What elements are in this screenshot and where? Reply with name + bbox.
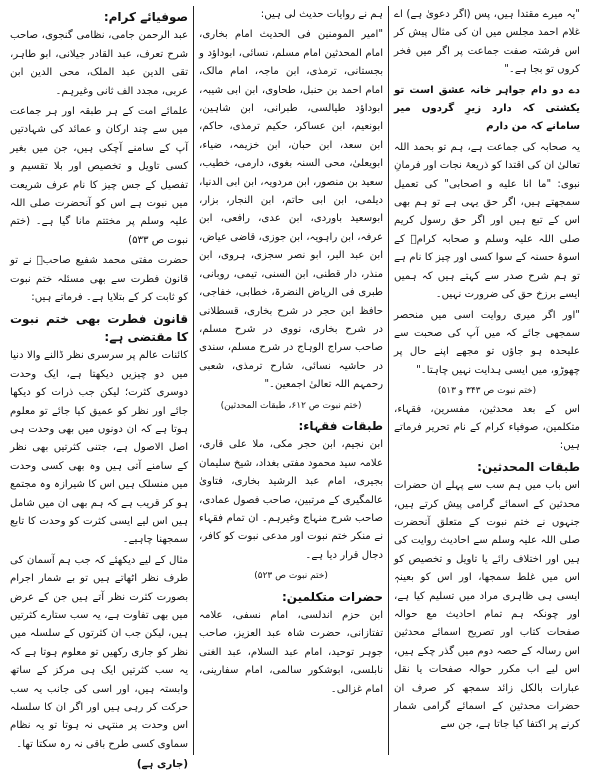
paragraph: علمائے امت کے ہر طبقہ اور ہر جماعت میں سے چند ارکان و عمائد کی شہادتیں آپ کے سامنے آچکی ہیں، جن میں بغیر کسی تاویل و تخصیص اور بلا تقسیم و تفصیل کے جس چیز کا نام عرف شریعت میں نبوت ہے اس کو آنحضرت صلی اللہ علیہ وسلم پر مختتم مانا گیا ہے۔ (ختم نبوت ص ۵۳۳) (10, 106, 189, 246)
column-divider (388, 6, 389, 755)
paragraph: عبد الرحمن جامی، نظامی گنجوی، صاحب شرح تعرف، عبد القادر جیلانی، ابو طاہر، تقی الدین عبد الملک، محی الدین ابن عربی، مجدد الف ثانی وغیرہم۔ (10, 30, 189, 97)
right-column (390, 6, 584, 755)
paragraph: "یہ میرے مقتدا ہیں، پس (اگر دعویٰ ہے) اے غلام احمد مجلس میں ان کی مثال پیش کر اس فرشتہ صفت جماعت پر اگر میں فخر کروں تو بجا ہے۔" (394, 9, 580, 76)
heading-law-of-nature: قانون فطرت بھی ختم نبوت کا مقتضی ہے: (10, 311, 189, 344)
verse: دے دو دام جواہر خانہ عشق است تو یکشتی کہ دارد زیرِ گردوں میر سامانے کہ من دارم (394, 84, 580, 133)
paragraph: حضرت مفتی محمد شفیع صاحبؒ نے تو قانون فطرت سے بھی مسئلہ ختم نبوت کو ثابت کر کے بتلایا ہے۔ فرماتے ہیں: (10, 255, 189, 304)
paragraph: ابن حزم اندلسی، امام نسفی، علامہ تفتازانی، حضرت شاہ عبد العزیز، صاحب جوہر توحید، امام عبد السلام، عبد الغنی نابلسی، ابوشکور سالمی، امام سفارینی، امام غزالی۔ (199, 610, 384, 695)
reference: (ختم نبوت ص ۶۱۲، طبقات المحدثین) (220, 400, 362, 411)
heading-jurists: طبقات فقہاء: (298, 418, 384, 433)
paragraph: "اور اگر میری روایت اسی میں منحصر سمجھی جائے کہ میں آپ کی صحبت سے علیحدہ ہو جاؤں تو مجھے اپنے حال پر چھوڑو، میں ایسی ہدایت نہیں چاہتا۔" (394, 309, 580, 376)
heading-theologians: حضرات متکلمین: (282, 589, 384, 604)
heading-sufis: صوفیائے کرام: (103, 10, 189, 24)
continued-note: (جاری ہے) (136, 759, 189, 771)
reference: (ختم نبوت ص ۳۴۳ و ۵۱۳) (437, 386, 537, 397)
paragraph: "امیر المومنین فی الحدیث امام بخاری، امام المحدثین امام مسلم، نسائی، ابوداؤد و بجستانی، ترمذی، ابن ماجہ، امام مالک، امام احمد بن حنبل، طحاوی، ابن ابی شیبہ، ابوداؤد طیالسی، طبرانی، ابن شاہین، ابونعیم، ابن عساکر، حکیم ترمذی، حاکم، ابن سعد، ابن حبان، ابن خزیمہ، ضیاء، ابویعلیٰ، محی السنہ بغوی، دارمی، خطیب، سعید بن منصور، ابن مردویہ، ابن ابی الدنیا، دیلمی، ابن ابی حاتم، ابن النجار، بزار، ابوسعید باوردی، ابن عدی، رافعی، ابن عرفہ، ابن راہویہ، ابن جوزی، قاضی عیاض، ابن عبد البر، ابو نصر سجزی، ہروی، ابن منذر، دار قطنی، ابن السنی، تیمی، روبانی، طبری فی الریاض النضرۃ، خطابی، خفاجی، حافظ ابن حجر در شرح بخاری، قسطلانی در شرح بخاری، نووی در شرح مسلم، صاحب سراج الوہاج در شرح مسلم، سندی در حاشیہ نسائی، شارح ترمذی، شعبی رحمہم اللہ تعالیٰ اجمعین۔" (199, 29, 384, 391)
paragraph: اس باب میں ہم سب سے پہلے ان حضرات محدثین کے اسمائے گرامی پیش کرتے ہیں، جنہوں نے ختم نبوت کے متعلق آنحضرت صلی اللہ علیہ وسلم سے احادیث روایت کی ہیں اور اختلاف رائے یا تاویل و تخصیص کو اس میں غلط سمجھا، اور اس کو بعینہٖ ایسی ہی ظاہری مراد میں تسلیم کیا ہے، اور چونکہ ہم تمام احادیث مع حوالہ صفحات کتاب اور تصریح اسمائے محدثین اس رسالہ کے حصہ دوم میں گذر چکے ہیں، اس لیے اب مکرر حوالہ صفحات یا نقل عبارات بالکل زائد سمجھ کر صرف ان حضرات محدثین کے اسمائے گرامی شمار کرنے پر اکتفا کیا جاتا ہے، جن سے (394, 480, 580, 731)
reference: (ختم نبوت ص ۵۲۳) (254, 571, 328, 582)
paragraph: مثال کے لیے دیکھئے کہ جب ہم آسمان کی طرف نظر اٹھاتے ہیں تو بے شمار اجرام بصورت کثرت نظر آتے ہیں جن کے عرض میں بھی تفاوت ہے، یہ سب ستارے کثرتیں ہیں، لیکن جب ان کثرتوں کے سلسلہ میں نظر کو جاری رکھیں تو معلوم ہوتا ہے کہ یہ سب کثرتیں ایک ہی مرکز کے ساتھ وابستہ ہیں، اور اسی کی جانب یہ سب حرکت کر رہی ہیں اور اگر ان کا سلسلہ اس وحدت پر منتہی نہ ہوتا تو یہ نظام سماوی کسی طرح باقی نہ رہ سکتا تھا۔ (10, 554, 189, 750)
column-divider (193, 6, 194, 755)
paragraph: کائنات عالم پر سرسری نظر ڈالنے والا دنیا میں دو چیزیں دیکھتا ہے، ایک وحدت دوسری کثرت؛ لیکن جب ذرات کو دیکھا جائے اور نظر کو عمیق کیا جائے تو معلوم ہوتا ہے کہ ان دونوں میں بھی وحدت ہی اصل الاصول ہے، جتنی کثرتیں بھی نظر کے سامنے آتی ہیں وہ بھی کسی وحدت میں منسلک ہیں اس کا شیرازہ وہ مجتمع ہو کر قریب ہے کہ ہم بھی ان میں شامل ہیں اس لیے ایسی کثرت کو وحدت کا تابع سمجھنا چاہیے۔ (10, 350, 189, 546)
left-column (6, 6, 192, 771)
heading-hadith-scholars: طبقات المحدثین: (477, 459, 580, 474)
paragraph: اس کے بعد محدثین، مفسرین، فقہاء، متکلمین، صوفیاء کرام کے نام تحریر فرماتے ہیں: (394, 403, 580, 452)
paragraph: ابن نجیم، ابن حجر مکی، ملا علی قاری، علامہ سید محمود مفتی بغداد، شیخ سلیمان بجیری، امام عبد الرشید بخاری، فتاویٰ عالمگیری کے مرتبین، صاحب فصول عمادی، صاحب شرح منہاج وغیرہم۔ ان تمام فقہاء نے منکر ختم نبوت اور مدعی نبوت کو کافر، دجال قرار دیا ہے۔ (199, 439, 384, 561)
paragraph: یہ صحابہ کی جماعت ہے، ہم تو بحمد اللہ تعالیٰ ان کی اقتدا کو ذریعۂ نجات اور فرمانِ نبوی: "ما انا علیه و اصحابی" کی تعمیل سمجھتے ہیں، اگر حق یہی ہے تو ہم بھی اس کے تبع ہیں اور اگر حق رسول کریم صلی اللہ علیہ وسلم و صحابہ کرامؓ کے اسوۂ حسنہ کے سوا کسی اور چیز کا نام ہے تو ہم شرح صدر سے کہتے ہیں کہ ہمیں ایسے برزخ حق کی ضرورت نہیں۔ (394, 141, 580, 301)
middle-column (195, 6, 387, 755)
paragraph: ہم نے روایات حدیث لی ہیں: (260, 9, 384, 20)
